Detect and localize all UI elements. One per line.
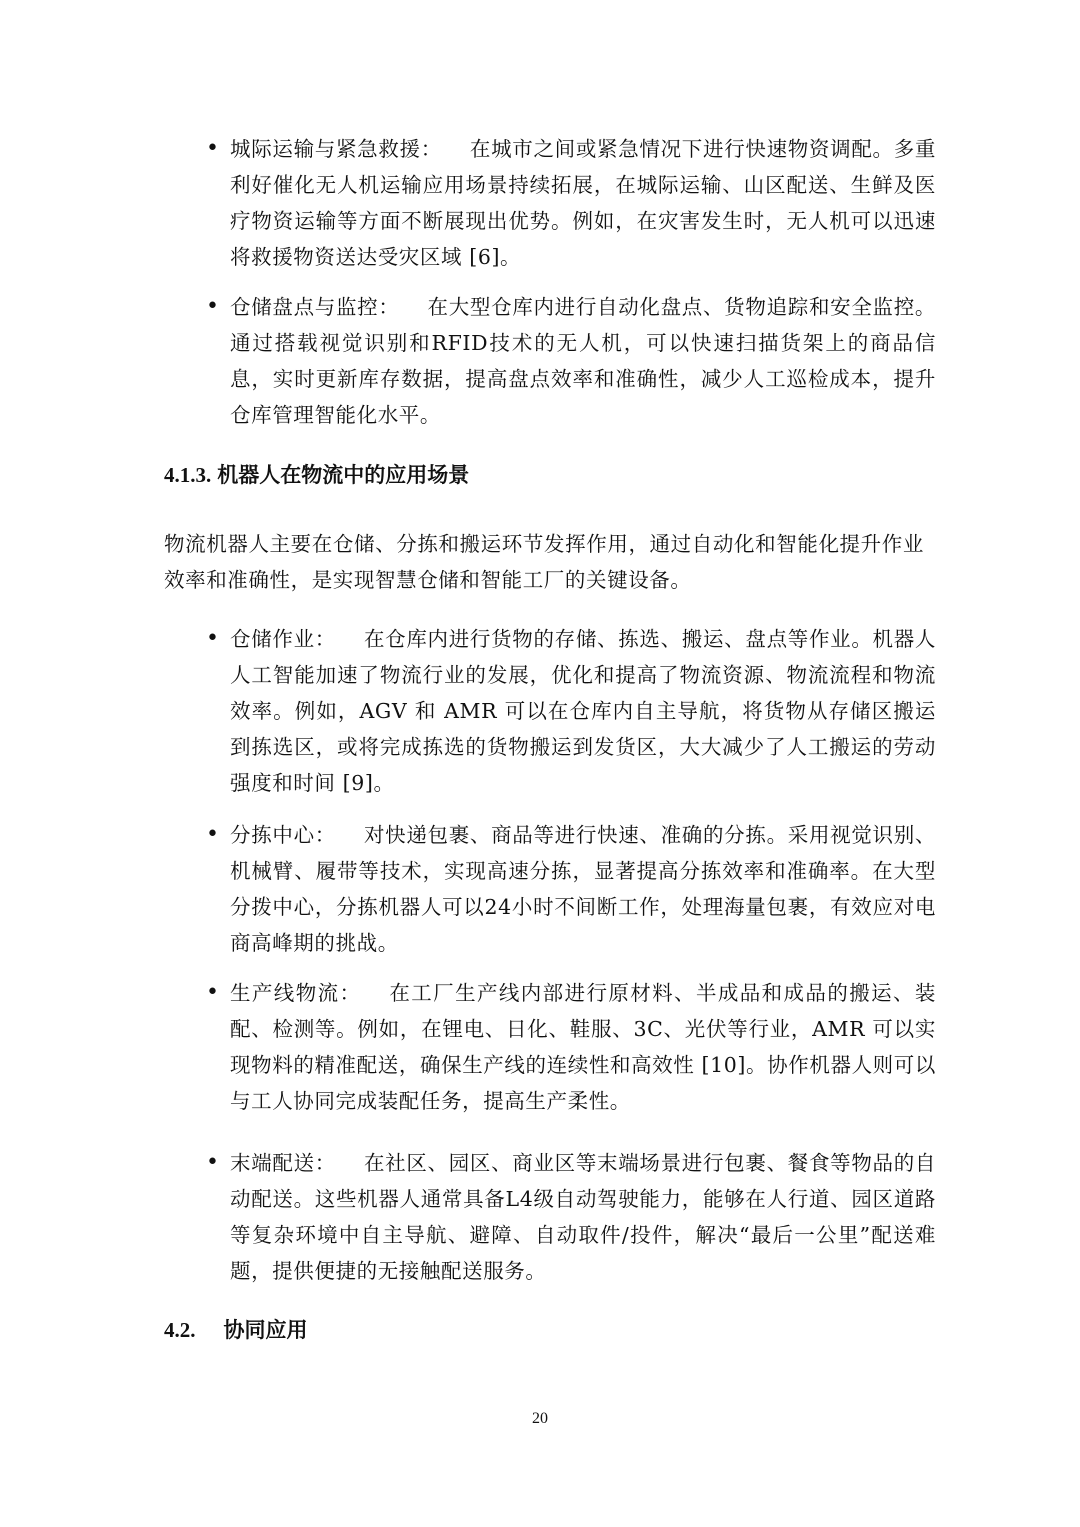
section-heading-4-1-3 bbox=[164, 460, 469, 490]
bullet-item-production-line bbox=[206, 975, 936, 1119]
bullet-item-warehouse-operations bbox=[206, 621, 936, 801]
bullet-body: 在城市之间或紧急情况下进行快速物资调配。多重利好催化无人机运输应用场景持续拓展，在城际运输、山区配送、生鲜及医疗物资运输等方面不断展现出优势。例如，在灾害发生时，无人机可以迅速将救援物资送达受灾区域 [6]。 bbox=[230, 137, 936, 269]
section-title: 协同应用 bbox=[223, 1318, 308, 1342]
bullet-title: 生产线物流： bbox=[230, 981, 362, 1005]
section-heading-4-2 bbox=[164, 1315, 308, 1345]
bullet-dot-icon: • bbox=[206, 822, 219, 847]
bullet-body: 在工厂生产线内部进行原材料、半成品和成品的搬运、装配、检测等。例如，在锂电、日化、鞋服、3C、光伏等行业，AMR 可以实现物料的精准配送，确保生产线的连续性和高效性 [10]。协作机器人则可以与工人协同完成装配任务，提高生产柔性。 bbox=[230, 981, 937, 1113]
bullet-item-sorting-center bbox=[206, 817, 936, 961]
bullet-text bbox=[230, 621, 936, 801]
bullet-dot-icon: • bbox=[206, 980, 219, 1005]
bullet-dot-icon: • bbox=[206, 1150, 219, 1175]
bullet-body: 在大型仓库内进行自动化盘点、货物追踪和安全监控。通过搭载视觉识别和RFID技术的无人机，可以快速扫描货架上的商品信息，实时更新库存数据，提高盘点效率和准确性，减少人工巡检成本，提升仓库管理智能化水平。 bbox=[230, 295, 936, 427]
section-number: 4.2. bbox=[164, 1318, 196, 1342]
section-number: 4.1.3. bbox=[164, 463, 212, 487]
intro-paragraph: 物流机器人主要在仓储、分拣和搬运环节发挥作用，通过自动化和智能化提升作业效率和准确性，是实现智慧仓储和智能工厂的关键设备。 bbox=[164, 532, 924, 592]
bullet-title: 分拣中心： bbox=[230, 823, 336, 847]
bullet-body: 对快递包裹、商品等进行快速、准确的分拣。采用视觉识别、机械臂、履带等技术，实现高速分拣，显著提高分拣效率和准确率。在大型分拨中心，分拣机器人可以24小时不间断工作，处理海量包裹，有效应对电商高峰期的挑战。 bbox=[230, 823, 936, 955]
bullet-text bbox=[230, 817, 936, 961]
bullet-body: 在社区、园区、商业区等末端场景进行包裹、餐食等物品的自动配送。这些机器人通常具备L4级自动驾驶能力，能够在人行道、园区道路等复杂环境中自主导航、避障、自动取件/投件，解决“最后一公里”配送难题，提供便捷的无接触配送服务。 bbox=[230, 1151, 936, 1283]
bullet-title: 末端配送： bbox=[230, 1151, 336, 1175]
bullet-body: 在仓库内进行货物的存储、拣选、搬运、盘点等作业。机器人人工智能加速了物流行业的发展，优化和提高了物流资源、物流流程和物流效率。例如，AGV 和 AMR 可以在仓库内自主导航，将货物从存储区搬运到拣选区，或将完成拣选的货物搬运到发货区，大大减少了人工搬运的劳动强度和时间 [9]。 bbox=[230, 627, 936, 795]
bullet-dot-icon: • bbox=[206, 294, 219, 319]
bullet-item-intercity-transport bbox=[206, 131, 936, 275]
bullet-title: 仓储作业： bbox=[230, 627, 336, 651]
bullet-item-last-mile-delivery bbox=[206, 1145, 936, 1289]
bullet-text bbox=[230, 975, 936, 1119]
bullet-title: 城际运输与紧急救援： bbox=[230, 137, 442, 161]
page-number: 20 bbox=[532, 1410, 548, 1427]
section-title: 机器人在物流中的应用场景 bbox=[217, 463, 470, 487]
bullet-text bbox=[230, 289, 936, 433]
bullet-text bbox=[230, 1145, 936, 1289]
bullet-dot-icon: • bbox=[206, 136, 219, 161]
bullet-dot-icon: • bbox=[206, 626, 219, 651]
bullet-title: 仓储盘点与监控： bbox=[230, 295, 400, 319]
bullet-text bbox=[230, 131, 936, 275]
bullet-item-warehouse-inventory bbox=[206, 289, 936, 433]
